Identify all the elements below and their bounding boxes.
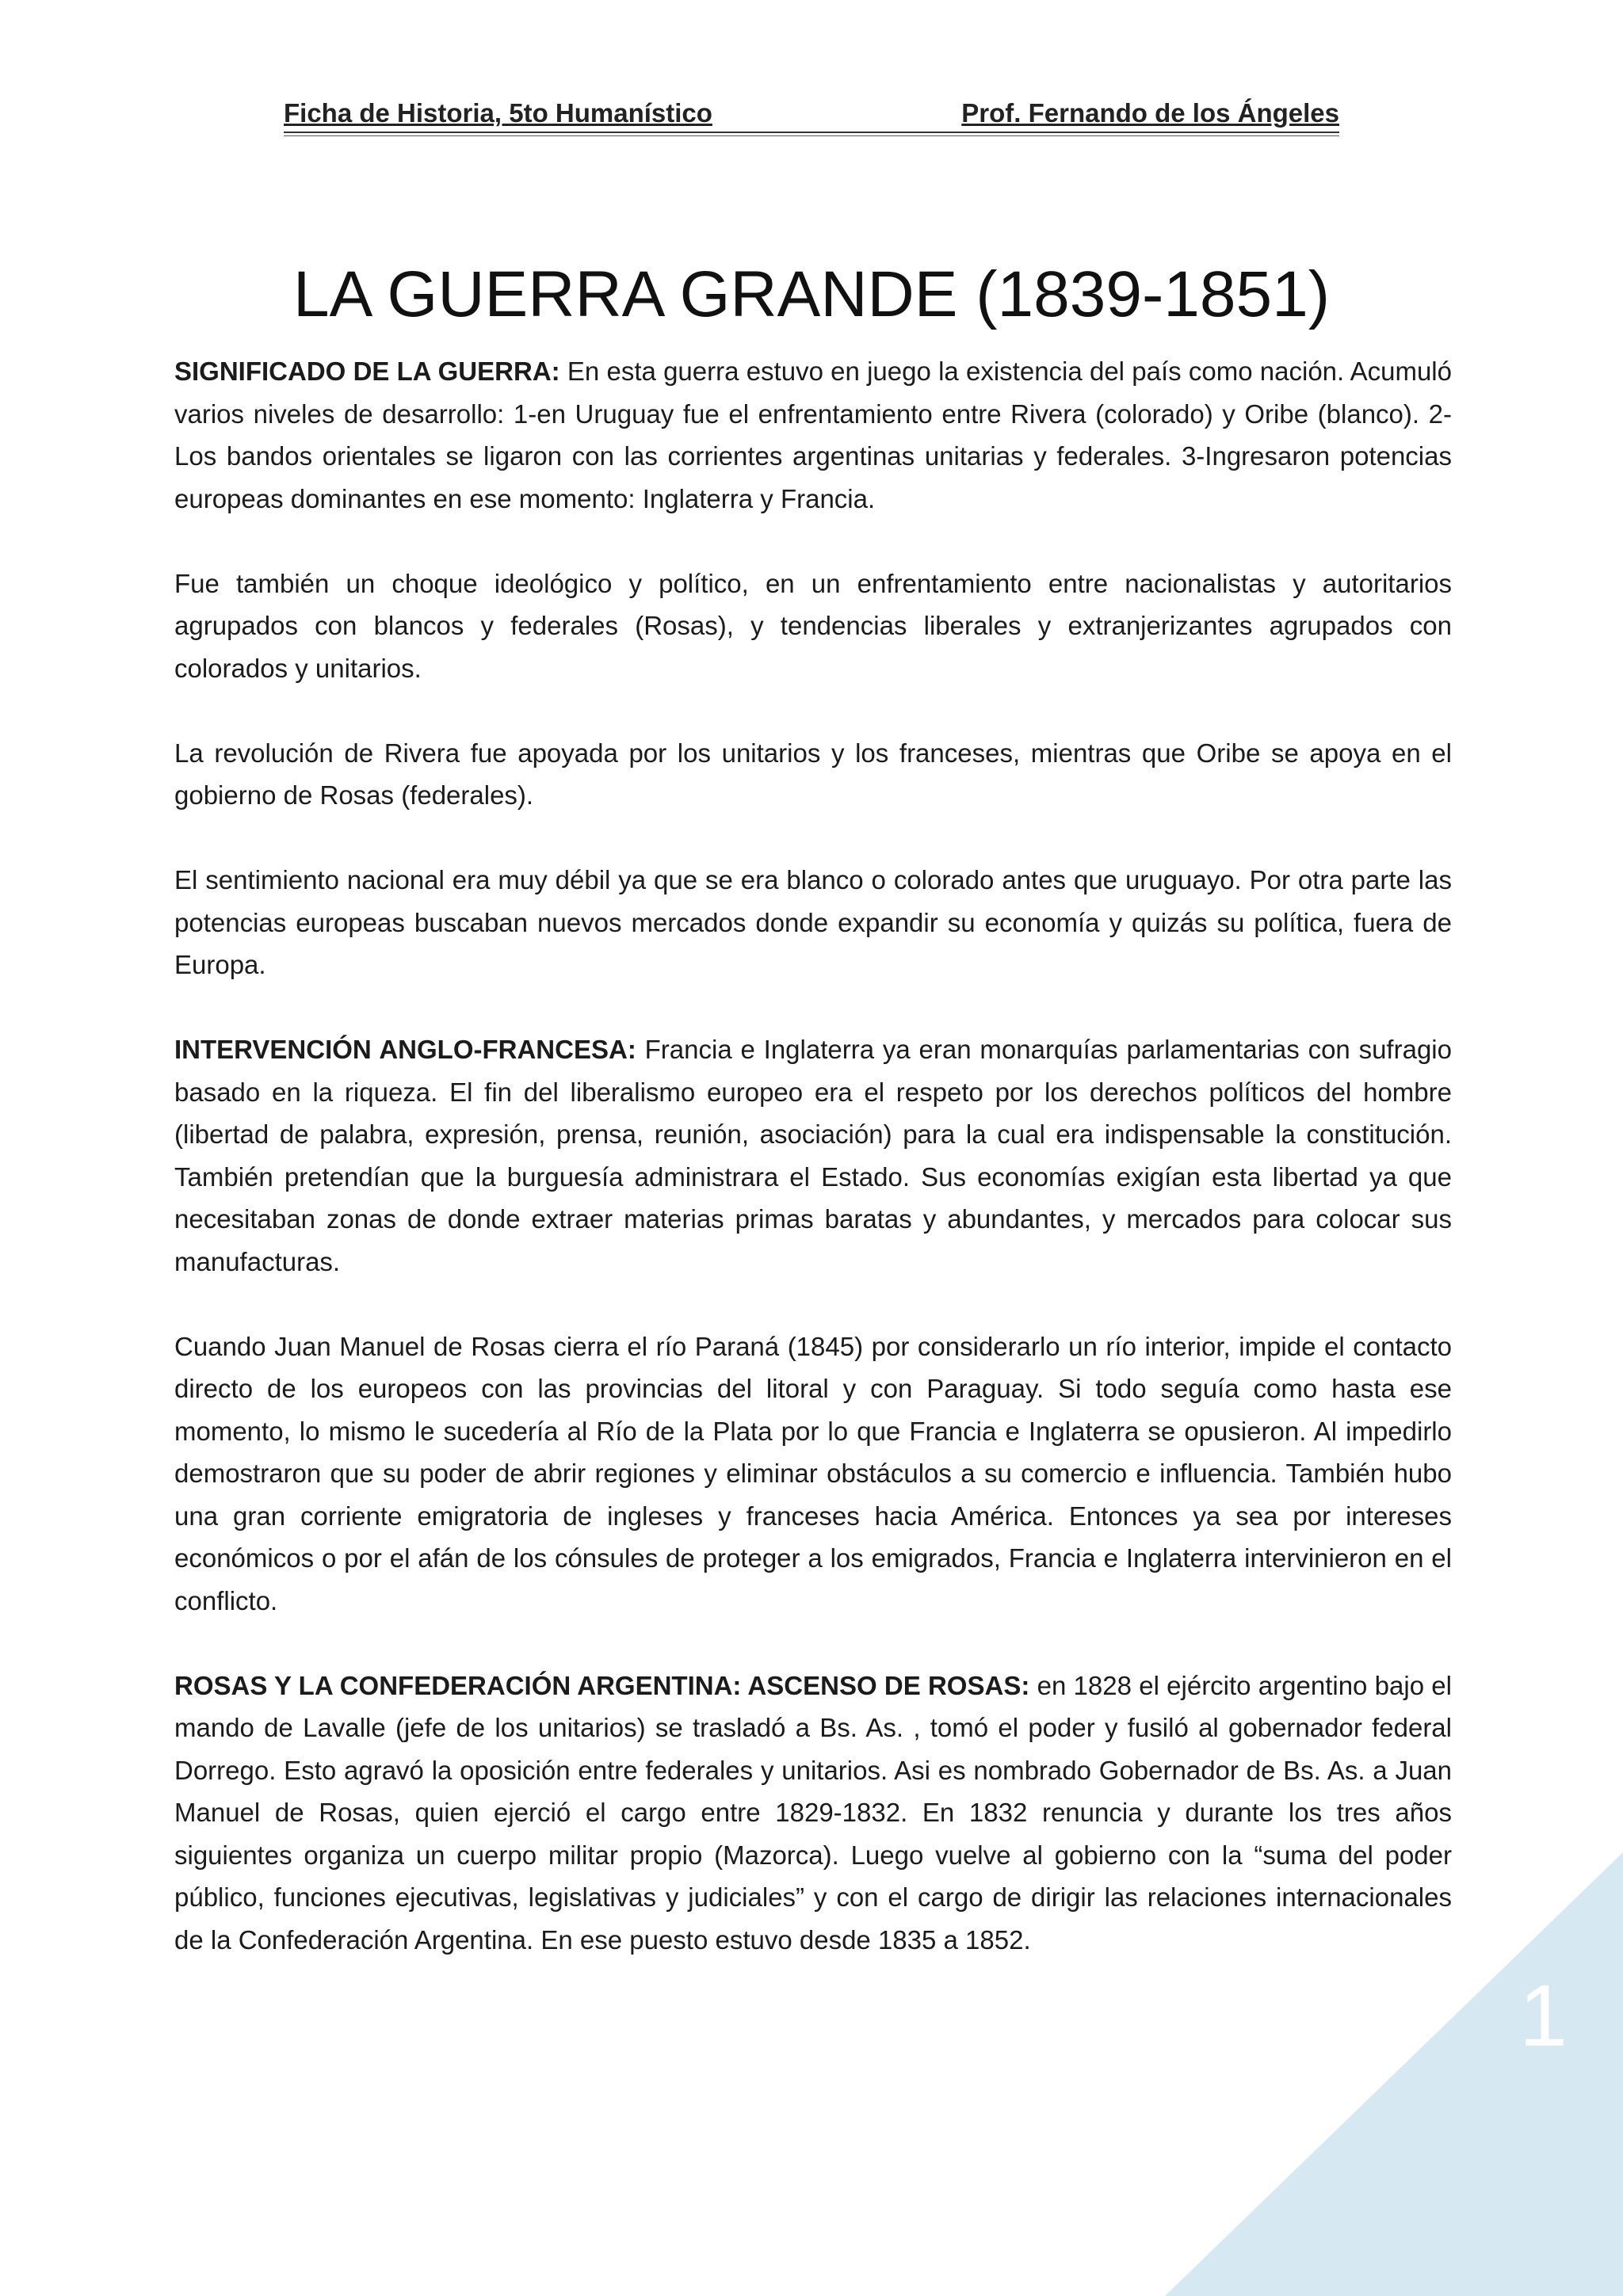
- paragraph-heading: ROSAS Y LA CONFEDERACIÓN ARGENTINA: ASCENSO DE ROSAS:: [174, 1670, 1030, 1700]
- paragraph-text: Cuando Juan Manuel de Rosas cierra el río Paraná (1845) por considerarlo un río interior, impide el contacto directo de los europeos con las provincias del litoral y con Paraguay. Si todo seguía como hasta ese momento, lo mismo le sucedería al Río de la Plata por lo que Francia e Inglaterra se opusieron. Al impedirlo demostraron que su poder de abrir regiones y eliminar obstáculos a su comercio e influencia. También hubo una gran corriente emigratoria de ingleses y franceses hacia América. Entonces ya sea por intereses económicos o por el afán de los cónsules de proteger a los emigrados, Francia e Inglaterra intervinieron en el conflicto.: [174, 1331, 1452, 1615]
- page-title: LA GUERRA GRANDE (1839-1851): [293, 257, 1330, 330]
- page-number: 1: [1518, 1967, 1568, 2065]
- paragraph-text: en 1828 el ejército argentino bajo el mando de Lavalle (jefe de los unitarios) se trasladó a Bs. As. , tomó el poder y fusiló al gobernador federal Dorrego. Esto agravó la oposición entre federales y unitarios. Asi es nombrado Gobernador de Bs. As. a Juan Manuel de Rosas, quien ejerció el cargo entre 1829-1832. En 1832 renuncia y durante los tres años siguientes organiza un cuerpo militar propio (Mazorca). Luego vuelve al gobierno con la “suma del poder público, funciones ejecutivas, legislativas y judiciales” y con el cargo de dirigir las relaciones internacionales de la Confederación Argentina. En ese puesto estuvo desde 1835 a 1852.: [174, 1670, 1452, 1955]
- paragraph-text: En esta guerra estuvo en juego la existencia del país como nación. Acumuló varios niveles de desarrollo: 1-en Uruguay fue el enfrentamiento entre Rivera (colorado) y Oribe (blanco). 2-Los bandos orientales se ligaron con las corrientes argentinas unitarias y federales. 3-Ingresaron potencias europeas dominantes en ese momento: Inglaterra y Francia.: [174, 357, 1452, 513]
- paragraph-text: La revolución de Rivera fue apoyada por los unitarios y los franceses, mientras que Oribe se apoya en el gobierno de Rosas (federales).: [174, 738, 1452, 810]
- paragraph-text: Fue también un choque ideológico y político, en un enfrentamiento entre nacionalistas y autoritarios agrupados con blancos y federales (Rosas), y tendencias liberales y extranjerizantes agrupados con colorados y unitarios.: [174, 568, 1452, 683]
- paragraph-heading: INTERVENCIÓN ANGLO-FRANCESA:: [174, 1035, 636, 1064]
- paragraph-heading: SIGNIFICADO DE LA GUERRA:: [174, 357, 560, 386]
- paragraph-text: El sentimiento nacional era muy débil ya que se era blanco o colorado antes que uruguayo. Por otra parte las potencias europeas buscaban nuevos mercados donde expandir su economía y quizás su política, fuera de Europa.: [174, 865, 1452, 979]
- header-professor: Prof. Fernando de los Ángeles: [961, 98, 1339, 128]
- header-course: Ficha de Historia, 5to Humanístico: [284, 98, 712, 128]
- paragraph-text: Francia e Inglaterra ya eran monarquías parlamentarias con sufragio basado en la riqueza. El fin del liberalismo europeo era el respeto por los derechos políticos del hombre (libertad de palabra, expresión, prensa, reunión, asociación) para la cual era indispensable la constitución. También pretendían que la burguesía administrara el Estado. Sus economías exigían esta libertad ya que necesitaban zonas de donde extraer materias primas baratas y abundantes, y mercados para colocar sus manufacturas.: [174, 1035, 1452, 1276]
